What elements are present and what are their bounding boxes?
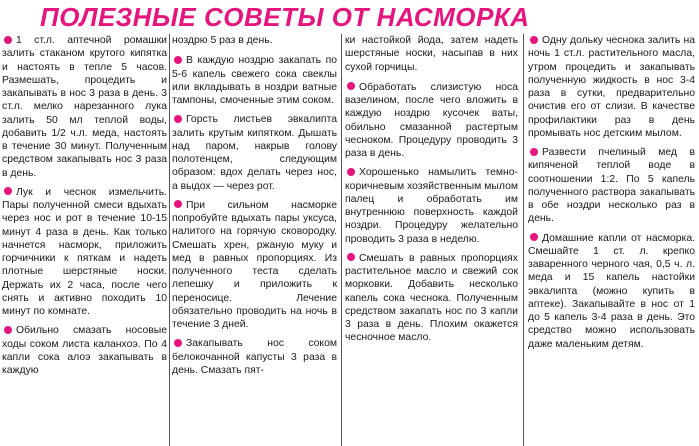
tip-text: Развести пчелиный мед в кипяченой теплой воде в соотношении 1:2. По 5 капель полученного раствора закапывать в обе ноздри несколько раз в день. [528, 147, 695, 225]
bullet-icon [347, 168, 355, 176]
tip-text: Одну дольку чеснока залить на ночь 1 ст.л. растительного масла, утром процедить и закапывать полученную жидкость в нос 3-4 раза в сутки, предварительно очистив его от слизи. В качестве профилактики раз в день промывать нос детским мылом. [528, 35, 695, 139]
bullet-icon [530, 148, 538, 156]
tip-paragraph [172, 113, 337, 193]
tip-paragraph [528, 146, 695, 226]
tip-paragraph [172, 54, 337, 107]
tip-text: ки настойкой йода, затем надеть шерстяные носки, насыпав в них сухой горчицы. [345, 35, 518, 73]
tip-paragraph [2, 324, 167, 377]
tip-paragraph [172, 337, 337, 377]
column-2 [172, 34, 337, 446]
bullet-icon [4, 36, 12, 44]
tip-text: Обильно смазать носовые ходы соком листа каланхоэ. По 4 капли сока алоэ закапывать в каждую [2, 325, 167, 376]
tip-text: Хорошенько намылить темно-коричневым хозяйственным мылом палец и обработать им внутреннюю поверхность каждой ноздри. Процедуру желательно проводить 3 раза в неделю. [345, 167, 518, 245]
tip-text: Лук и чеснок измельчить. Пары полученной смеси вдыхать через нос и рот в течение 10-15 минут 4 раза в день. Как только начнется насморк, приложить горчичники к пяткам и надеть плотные шерстяные носки. Держать их 2 часа, после чего снять и активно походить 10 минут по комнате. [2, 186, 167, 317]
tip-text: Горсть листьев эвкалипта залить крутым кипятком. Дышать над паром, накрыв голову полотенцем, следующим образом: вдох делать через нос, а выдох — через рот. [172, 114, 337, 192]
bullet-icon [174, 339, 182, 347]
bullet-icon [347, 82, 355, 90]
column-divider [341, 34, 342, 446]
tip-paragraph [345, 81, 518, 161]
bullet-icon [174, 115, 182, 123]
tip-paragraph [2, 186, 167, 319]
tip-paragraph [172, 34, 337, 47]
tip-text: Домашние капли от насморка. Смешайте 1 ст. л. крепко заваренного черного чая, 0,5 ч. л. меда и 15 капель настойки эвкалипта (можно купить в аптеке). Закапывайте в нос от 1 до 5 капель 3-4 раза в день. Это средство можно использовать даже маленьким детям. [528, 232, 695, 350]
tip-text: Смешать в равных пропорциях растительное масло и свежий сок морковки. Добавить несколько капель сока чеснока. Полученным средством закапать нос по 3 капли 3 раза в день. Плохим окажется чесночное масло. [345, 252, 518, 344]
tip-paragraph [345, 34, 518, 74]
tip-text: 1 ст.л. аптечной ромашки залить стаканом крутого кипятка и настоять в тепле 5 часов. Размешать, процедить и закапывать в нос 3 раза в день. 3 ст.л. мелко нарезанного лука залить 50 мл теплой воды, добавить 1/2 ч.л. меда, настоять в течение 30 минут. Полученным средством закапывать нос 3 раза в день. [2, 35, 167, 179]
column-divider [169, 34, 170, 446]
bullet-icon [174, 200, 182, 208]
bullet-icon [4, 326, 12, 334]
column-3 [345, 34, 518, 446]
bullet-icon [347, 253, 355, 261]
bullet-icon [174, 56, 182, 64]
tip-text: Закапывать нос соком белокочанной капусты 3 раза в день. Смазать пят- [172, 338, 337, 376]
column-4 [528, 34, 695, 446]
page-title: ПОЛЕЗНЫЕ СОВЕТЫ ОТ НАСМОРКА [40, 2, 530, 32]
tip-paragraph [345, 252, 518, 345]
bullet-icon [530, 36, 538, 44]
tip-paragraph [528, 232, 695, 351]
column-divider [523, 34, 524, 446]
bullet-icon [530, 233, 538, 241]
tip-paragraph [528, 34, 695, 140]
bullet-icon [4, 187, 12, 195]
tip-text: Обработать слизистую носа вазелином, после чего вложить в каждую ноздрю кусочек ваты, обильно смазанной растертым чесноком. Процедуру проводить 3 раза в день. [345, 81, 518, 159]
tip-paragraph [345, 166, 518, 246]
tip-text: При сильном насморке попробуйте вдыхать пары уксуса, налитого на горячую сковородку. Смешать хрен, ржаную муку и мед в равных пропорциях. Из полученного теста сделать лепешку и приложить к переносице. Лечение обязательно проводить на ночь в течение 3 дней. [172, 199, 337, 330]
tip-text: ноздрю 5 раз в день. [172, 35, 273, 46]
tip-paragraph [2, 34, 167, 180]
tip-text: В каждую ноздрю закапать по 5-6 капель свежего сока свеклы или вкладывать в ноздри ватные тампоны, смоченные этим соком. [172, 55, 337, 106]
column-1 [2, 34, 167, 446]
tip-paragraph [172, 199, 337, 332]
